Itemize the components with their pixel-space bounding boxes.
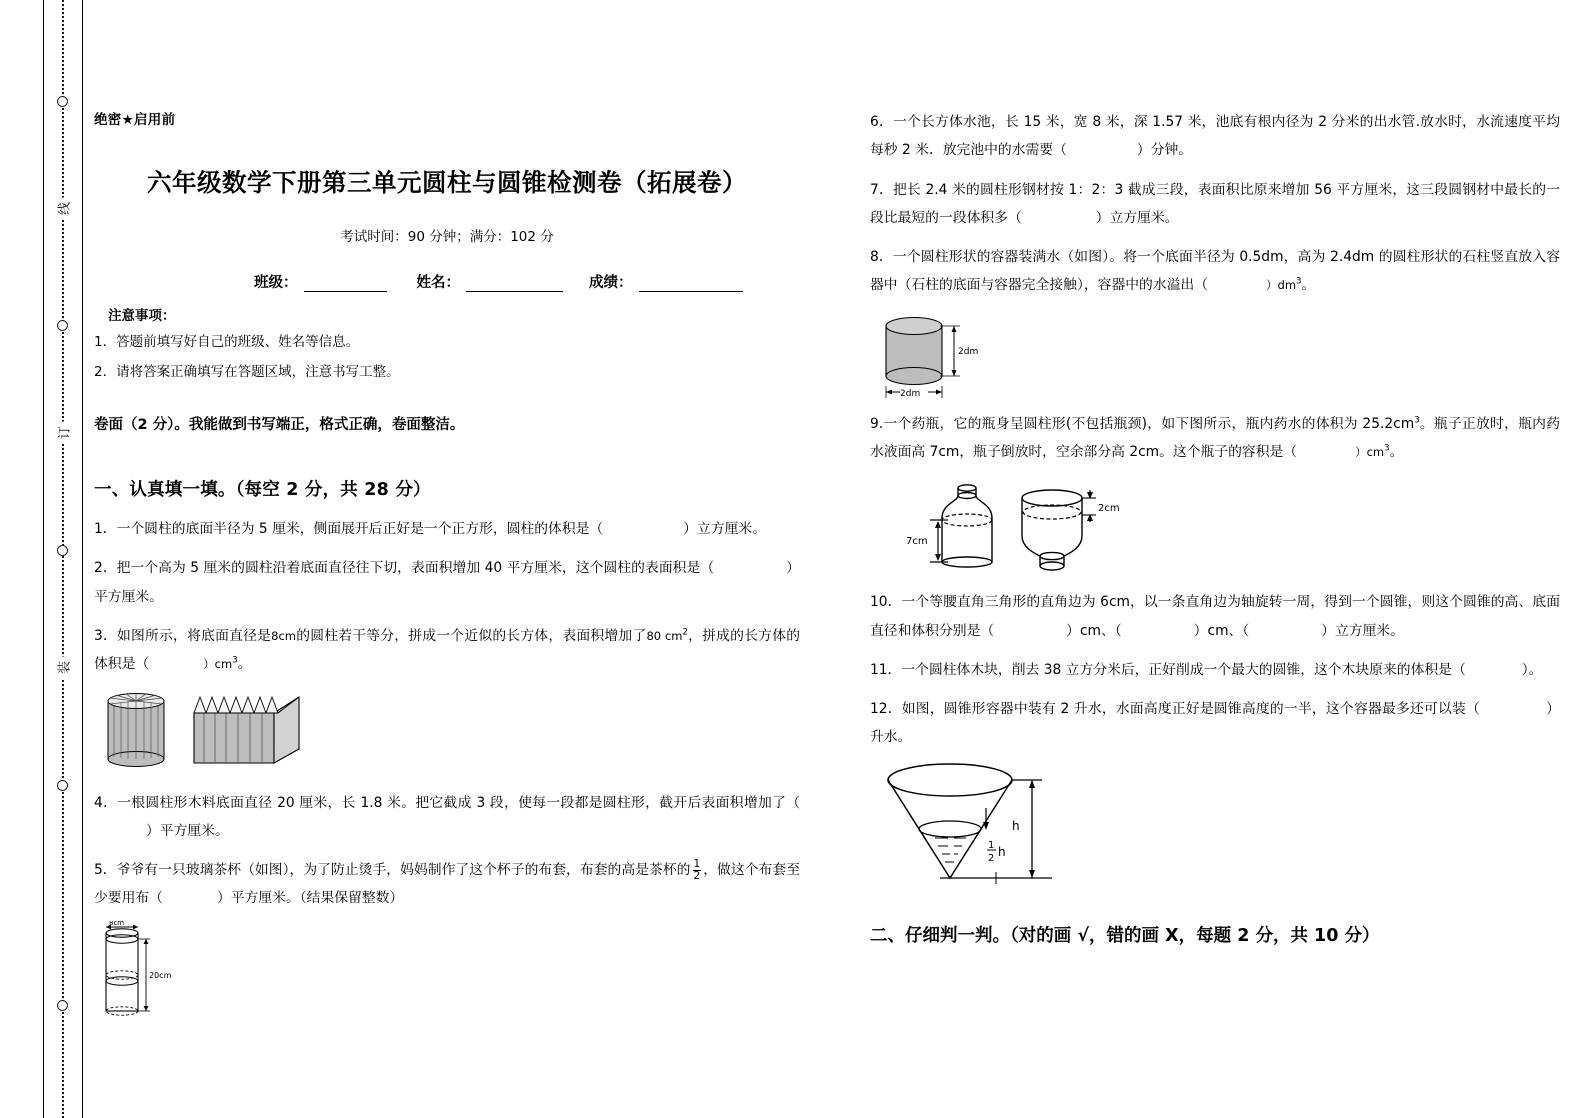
binding-char-xian: 线 (51, 198, 76, 220)
question-10-text-c: ）cm、（ (1193, 622, 1250, 639)
exam-subtitle: 考试时间：90 分钟；满分：102 分 (340, 229, 554, 245)
question-3-dim-1: 8cm (271, 629, 296, 644)
figure-cylinder-to-prism (94, 687, 800, 775)
question-1-text-b: ）立方厘米。 (683, 521, 767, 538)
question-5 (94, 856, 800, 913)
page-title: 六年级数学下册第三单元圆柱与圆锥检测卷（拓展卷） (147, 168, 747, 197)
binding-char-zhuang: 装 (51, 657, 76, 679)
notice-title: 注意事项： (108, 308, 176, 324)
cylinder-diameter-label: 2dm (900, 388, 921, 399)
question-2-text-a: 把一个高为 5 厘米的圆柱沿着底面直径往下切，表面积增加 40 平方厘米，这个圆柱的表面积是（ (116, 560, 715, 577)
section-two-heading: 二、仔细判一判。（对的画 √，错的画 X，每题 2 分，共 10 分） (870, 925, 1380, 946)
question-8-text-b-sup: 3 (1296, 276, 1302, 287)
fraction-denominator: 2 (693, 869, 701, 882)
question-4 (94, 789, 800, 846)
cup-height-label: 20cm (149, 970, 172, 980)
student-info-row (94, 271, 800, 292)
score-label: 成绩： (589, 275, 633, 291)
notice-line-2: 2．请将答案正确填写在答题区域，注意书写工整。 (94, 363, 400, 380)
question-5-number: 5． (94, 862, 117, 879)
question-1-text-a: 一个圆柱的底面半径为 5 厘米，侧面展开后正好是一个正方形，圆柱的体积是（ (116, 521, 604, 538)
question-11-text-a: 一个圆柱体木块，削去 38 立方分米后，正好削成一个最大的圆锥，这个木块原来的体积是（ (901, 661, 1466, 678)
cone-half-height-label (987, 840, 1006, 864)
question-7-number: 7． (870, 181, 893, 198)
question-12-text-b: ）升水。 (870, 701, 1561, 746)
right-column (870, 108, 1560, 947)
question-3-text-d-sup: 3 (232, 655, 238, 666)
question-3-text-c: ，拼成的长方体的体积是（ (94, 628, 801, 673)
figure-medicine-bottle (870, 474, 1560, 574)
question-6-text-b: ）分钟。 (1136, 142, 1193, 159)
class-label: 班级： (254, 275, 298, 291)
question-6-number: 6． (870, 114, 893, 130)
question-8-text-b: ）dm (1266, 278, 1297, 293)
question-9 (870, 410, 1560, 467)
question-3-text-e: 。 (237, 656, 252, 673)
question-7-text-b: ）立方厘米。 (1095, 209, 1179, 226)
question-5-text-c: ）平方厘米。（结果保留整数） (216, 890, 404, 907)
cone-height-label: h (1012, 818, 1020, 833)
binding-char-ding: 订 (51, 422, 76, 444)
class-input-blank[interactable] (304, 277, 387, 292)
score-input-blank[interactable] (639, 277, 743, 292)
question-12-text-a: 如图，圆锥形容器中装有 2 升水，水面高度正好是圆锥高度的一半，这个容器最多还可以装（ (901, 701, 1480, 718)
question-9-text-c-sup: 3 (1384, 443, 1390, 454)
question-4-number: 4． (94, 794, 118, 811)
svg-text:1: 1 (988, 839, 995, 851)
fraction-numerator: 1 (693, 857, 701, 870)
question-2 (94, 554, 800, 611)
question-2-number: 2． (94, 560, 117, 577)
question-10-number: 10． (870, 594, 902, 611)
left-column (94, 108, 800, 1021)
svg-text:2: 2 (988, 852, 995, 864)
question-9-text-a: 一个药瓶，它的瓶身呈圆柱形(不包括瓶颈)，如下图所示，瓶内药水的体积为 25.2cm (883, 415, 1415, 432)
question-1 (94, 515, 800, 543)
question-3-text-d: ）cm (203, 657, 233, 672)
question-6-text-a: 一个长方体水池，长 15 米，宽 8 米，深 1.57 米，池底有根内径为 2 分米的出水管.放水时，水流速度平均每秒 2 米．放完池中的水需要（ (870, 114, 1560, 159)
binding-circle (57, 780, 68, 791)
binding-marks (44, 0, 82, 1118)
question-5-text-b: ，做这个布套至少要用布（ (94, 862, 800, 907)
question-9-text-b: 。瓶子正放时，瓶内药水液面高 7cm，瓶子倒放时，空余部分高 2cm。这个瓶子的容积是（ (870, 415, 1560, 460)
page-content (82, 0, 1583, 1118)
question-3-text-b: 的圆柱若干等分，拼成一个近似的长方体，表面积增加了 (295, 628, 647, 645)
section-one-heading: 一、认真填一填。（每空 2 分，共 28 分） (94, 480, 431, 501)
question-7-text-a: 把长 2.4 米的圆柱形钢材按 1：2：3 截成三段，表面积比原来增加 56 平方厘米，这三段圆钢材中最长的一段比最短的一段体积多（ (870, 181, 1560, 226)
question-9-text-c: ）cm (1355, 444, 1385, 459)
svg-text:h: h (998, 844, 1006, 859)
question-8 (870, 243, 1560, 300)
figure-cone-container (870, 758, 1560, 898)
question-2-text-b: ）平方厘米。 (94, 560, 801, 605)
question-10 (870, 588, 1560, 645)
question-11-text-b: ）。 (1521, 661, 1543, 678)
question-8-number: 8． (870, 249, 893, 266)
question-5-text-a: 爷爷有一只玻璃茶杯（如图），为了防止烫手，妈妈制作了这个杯子的布套，布套的高是茶杯的 (116, 862, 691, 879)
question-8-text-a: 一个圆柱形状的容器装满水（如图）。将一个底面半径为 0.5dm，高为 2.4dm 的圆柱形状的石柱竖直放入容器中（石柱的底面与容器完全接触），容器中的水溢出（ (870, 249, 1560, 294)
name-label: 姓名： (416, 275, 460, 291)
binding-circle (57, 320, 68, 331)
question-10-text-a: 一个等腰直角三角形的直角边为 6cm，以一条直角边为轴旋转一周，得到一个圆锥，则这个圆锥的高、底面直径和体积分别是（ (870, 594, 1561, 639)
question-10-text-d: ）立方厘米。 (1321, 622, 1405, 639)
cylinder-height-label: 2dm (958, 346, 979, 357)
question-12-number: 12． (870, 701, 902, 718)
question-9-text-d: 。 (1389, 443, 1404, 460)
question-5-fraction (693, 859, 702, 882)
paper-neatness-note: 卷面（2 分）。我能做到书写端正，格式正确，卷面整洁。 (94, 417, 465, 434)
question-12 (870, 695, 1560, 752)
secret-label: 绝密★启用前 (94, 112, 176, 128)
binding-circle (57, 545, 68, 556)
bottle-liquid-label: 7cm (906, 536, 928, 548)
question-3-text-a: 如图所示，将底面直径是 (117, 628, 272, 645)
name-input-blank[interactable] (466, 277, 563, 292)
question-9-number: 9. (870, 415, 884, 432)
question-7 (870, 176, 1560, 233)
question-10-text-b: ）cm、（ (1066, 622, 1122, 639)
question-3-dim-2: 80 cm (646, 629, 683, 644)
question-9-text-a-sup: 3 (1414, 415, 1420, 426)
binding-circle (57, 96, 68, 107)
figure-tea-cup (94, 921, 800, 1021)
question-4-text-a: 一根圆柱形木料底面直径 20 厘米，长 1.8 米。把它截成 3 段，使每一段都是圆柱形，截开后表面积增加了（ (117, 794, 800, 811)
question-11 (870, 656, 1560, 684)
question-6 (870, 108, 1560, 165)
binding-circle (57, 1000, 68, 1011)
question-8-text-c: 。 (1301, 277, 1316, 294)
bottle-empty-label: 2cm (1098, 503, 1120, 515)
question-4-text-b: ）平方厘米。 (146, 822, 229, 839)
notice-line-1: 1．答题前填写好自己的班级、姓名等信息。 (94, 334, 360, 350)
question-3-number: 3． (94, 628, 118, 645)
question-3-dim-2-sup: 2 (682, 627, 688, 638)
figure-stone-cylinder (870, 308, 1560, 400)
question-3 (94, 622, 800, 679)
question-11-number: 11． (870, 661, 902, 678)
question-1-number: 1． (94, 521, 117, 538)
cup-width-label: 8cm (109, 920, 125, 927)
